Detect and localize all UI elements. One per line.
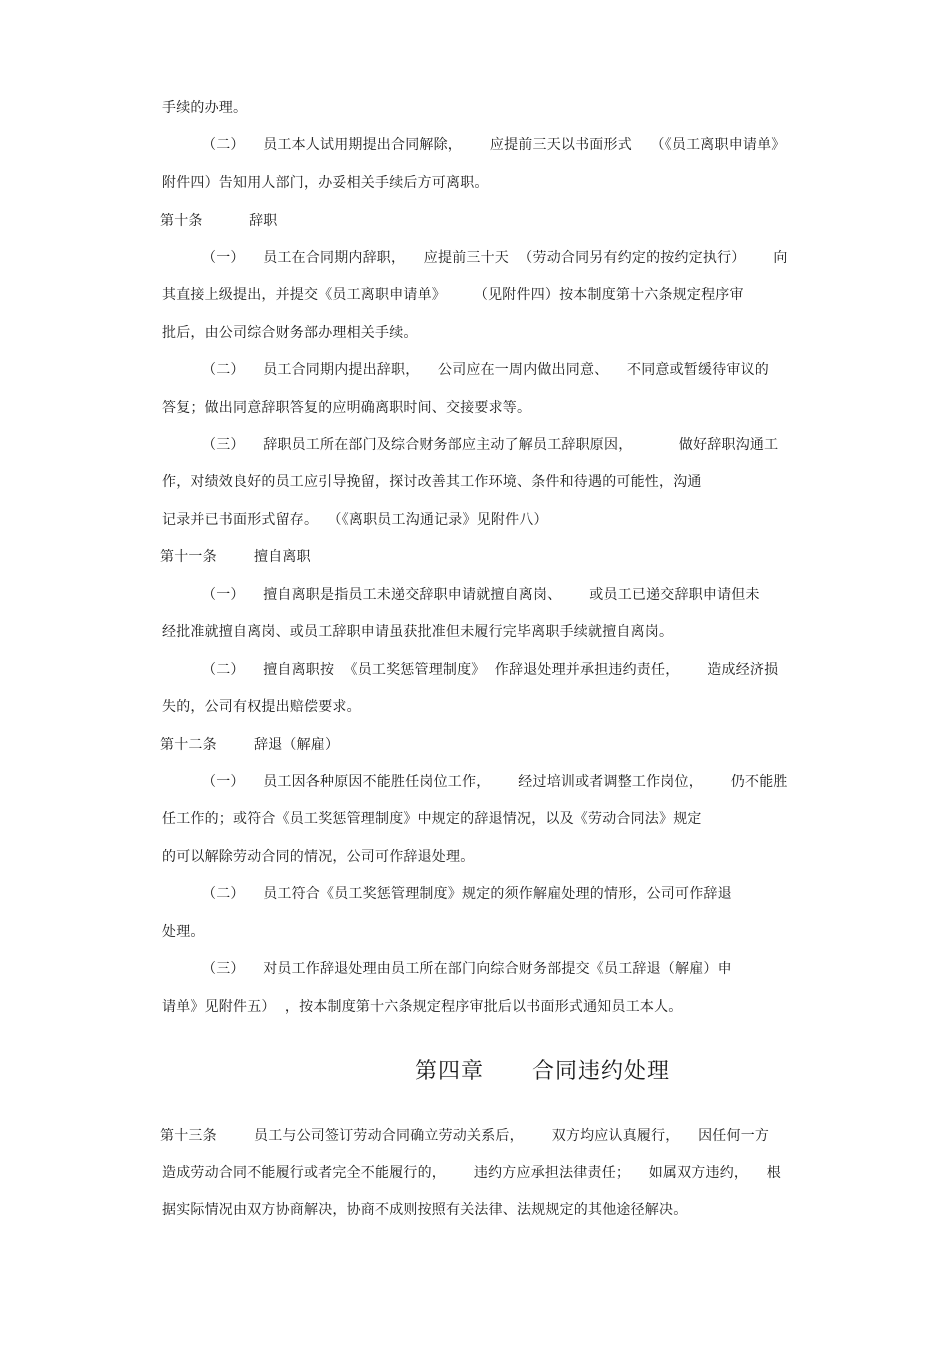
text-line: （一） 员工在合同期内辞职， 应提前三十天 （劳动合同另有约定的按约定执行） 向	[202, 250, 788, 266]
text-line: 批后，由公司综合财务部办理相关手续。	[162, 325, 418, 341]
text-line: 据实际情况由双方协商解决，协商不成则按照有关法律、法规规定的其他途径解决。	[162, 1202, 688, 1218]
text-line: 答复；做出同意辞职答复的应明确离职时间、交接要求等。	[162, 400, 532, 416]
text-line: （二） 员工合同期内提出辞职， 公司应在一周内做出同意、 不同意或暂缓待审议的	[202, 362, 769, 378]
text-line: 的可以解除劳动合同的情况，公司可作辞退处理。	[162, 849, 475, 865]
article-heading: 第十二条 辞退（解雇）	[160, 737, 340, 753]
text-line: （一） 擅自离职是指员工未递交辞职申请就擅自离岗、 或员工已递交辞职申请但未	[202, 587, 760, 603]
text-line: 造成劳动合同不能履行或者完全不能履行的， 违约方应承担法律责任； 如属双方违约， 根	[162, 1165, 781, 1181]
text-line: 失的，公司有权提出赔偿要求。	[162, 699, 361, 715]
text-line: （二） 擅自离职按 《员工奖惩管理制度》 作辞退处理并承担违约责任， 造成经济损	[202, 662, 779, 678]
text-line: 任工作的；或符合《员工奖惩管理制度》中规定的辞退情况，以及《劳动合同法》规定	[162, 811, 702, 827]
article-heading: 第十三条 员工与公司签订劳动合同确立劳动关系后， 双方均应认真履行， 因任何一方	[160, 1128, 770, 1144]
text-line: 手续的办理。	[162, 100, 248, 116]
text-line: 经批准就擅自离岗、或员工辞职申请虽获批准但未履行完毕离职手续就擅自离岗。	[162, 624, 674, 640]
text-line: 作，对绩效良好的员工应引导挽留，探讨改善其工作环境、条件和待遇的可能性，沟通	[162, 474, 702, 490]
text-line: 其直接上级提出，并提交《员工离职申请单》 （见附件四）按本制度第十六条规定程序审	[162, 287, 744, 303]
text-line: 请单》见附件五） ，按本制度第十六条规定程序审批后以书面形式通知员工本人。	[162, 999, 683, 1015]
text-line: 记录并已书面形式留存。 （《离职员工沟通记录》见附件八）	[162, 512, 548, 528]
text-line: （二） 员工本人试用期提出合同解除， 应提前三天以书面形式 （《员工离职申请单》	[202, 137, 786, 153]
chapter-title: 第四章 合同违约处理	[415, 1059, 670, 1084]
text-line: （三） 对员工作辞退处理由员工所在部门向综合财务部提交《员工辞退（解雇）申	[202, 961, 732, 977]
text-line: 附件四）告知用人部门，办妥相关手续后方可离职。	[162, 175, 489, 191]
text-line: （一） 员工因各种原因不能胜任岗位工作， 经过培训或者调整工作岗位， 仍不能胜	[202, 774, 788, 790]
text-line: （二） 员工符合《员工奖惩管理制度》规定的须作解雇处理的情形，公司可作辞退	[202, 886, 732, 902]
article-heading: 第十条 辞职	[160, 213, 278, 229]
text-line: 处理。	[162, 924, 205, 940]
text-line: （三） 辞职员工所在部门及综合财务部应主动了解员工辞职原因， 做好辞职沟通工	[202, 437, 779, 453]
article-heading: 第十一条 擅自离职	[160, 549, 311, 565]
